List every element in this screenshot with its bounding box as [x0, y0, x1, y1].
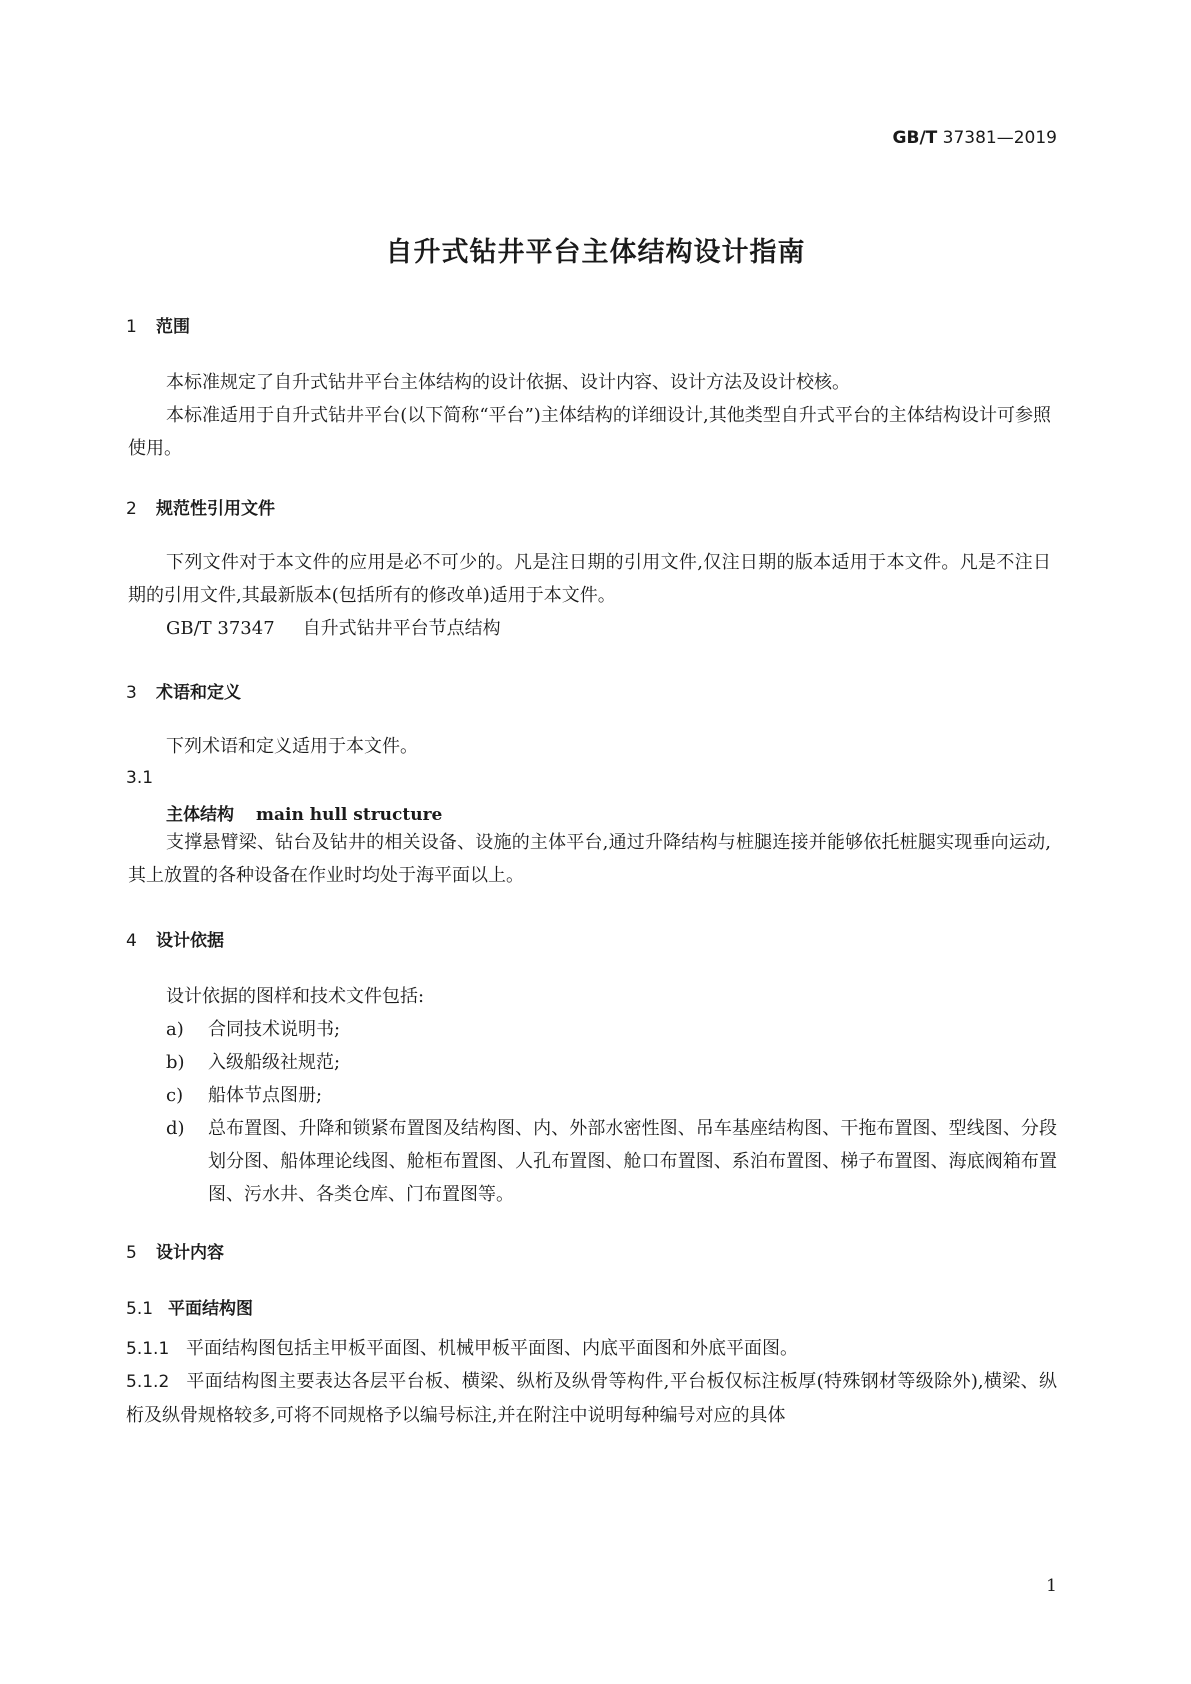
- subsection-5-1-number: 5.1: [126, 1299, 154, 1319]
- reference-code: GB/T 37347: [166, 618, 275, 639]
- section-2-heading: [126, 494, 275, 519]
- page-number: 1: [1046, 1576, 1057, 1596]
- section-3-title: 术语和定义: [156, 683, 241, 703]
- subsection-5-1-title: 平面结构图: [168, 1299, 253, 1319]
- clause-5-1-2: [126, 1365, 1057, 1432]
- list-marker: b): [166, 1052, 185, 1073]
- list-item-text: 入级船级社规范;: [208, 1052, 341, 1073]
- term-entry: [166, 800, 442, 825]
- section-3-heading: [126, 678, 241, 703]
- term-number: 3.1: [126, 768, 154, 788]
- section-5-number: 5: [126, 1243, 137, 1263]
- document-title: 自升式钻井平台主体结构设计指南: [385, 237, 806, 268]
- term-english: main hull structure: [256, 805, 443, 825]
- term-definition: 支撑悬臂梁、钻台及钻井的相关设备、设施的主体平台,通过升降结构与桩腿连接并能够依托桩腿实现垂向运动,其上放置的各种设备在作业时均处于海平面以上。: [128, 832, 1051, 886]
- section-1-heading: [126, 312, 190, 337]
- clause-5-1-1-number: 5.1.1: [126, 1339, 170, 1359]
- list-item: [166, 1046, 1048, 1079]
- normative-reference: [166, 612, 501, 645]
- section-3-number: 3: [126, 683, 137, 703]
- clause-5-1-1: [126, 1332, 798, 1366]
- list-item: [166, 1112, 1057, 1211]
- standard-code-prefix: GB/T: [892, 128, 938, 148]
- list-marker: d): [166, 1118, 185, 1139]
- standard-code-number: 37381—2019: [942, 128, 1057, 148]
- list-item: [166, 1079, 1048, 1112]
- section-4-intro: 设计依据的图样和技术文件包括:: [166, 986, 425, 1007]
- list-item-text: 船体节点图册;: [208, 1085, 323, 1106]
- section-4-title: 设计依据: [156, 931, 224, 951]
- list-marker: c): [166, 1085, 184, 1106]
- section-4-heading: [126, 926, 224, 951]
- section-1-paragraph-1: 本标准规定了自升式钻井平台主体结构的设计依据、设计内容、设计方法及设计校核。: [166, 372, 850, 393]
- section-5-title: 设计内容: [156, 1243, 224, 1263]
- clause-5-1-1-text: 平面结构图包括主甲板平面图、机械甲板平面图、内底平面图和外底平面图。: [186, 1338, 798, 1359]
- list-marker: a): [166, 1019, 184, 1040]
- section-2-paragraph-1: 下列文件对于本文件的应用是必不可少的。凡是注日期的引用文件,仅注日期的版本适用于本文件。凡是不注日期的引用文件,其最新版本(包括所有的修改单)适用于本文件。: [128, 552, 1051, 606]
- clause-5-1-2-text: 平面结构图主要表达各层平台板、横梁、纵桁及纵骨等构件,平台板仅标注板厚(特殊钢材等级除外),横梁、纵桁及纵骨规格较多,可将不同规格予以编号标注,并在附注中说明每种编号对应的具体: [126, 1371, 1057, 1426]
- list-item-text: 合同技术说明书;: [208, 1019, 341, 1040]
- section-3-paragraph-1: 下列术语和定义适用于本文件。: [166, 736, 418, 757]
- list-item: [166, 1013, 1048, 1046]
- list-item-text: 总布置图、升降和锁紧布置图及结构图、内、外部水密性图、吊车基座结构图、干拖布置图、型线图、分段划分图、船体理论线图、舱柜布置图、人孔布置图、舱口布置图、系泊布置图、梯子布置图、海底阀箱布置图、污水井、各类仓库、门布置图等。: [208, 1118, 1057, 1205]
- section-2-number: 2: [126, 499, 137, 519]
- clause-5-1-2-number: 5.1.2: [126, 1372, 170, 1392]
- section-1-title: 范围: [156, 317, 190, 337]
- section-1-paragraph-2: 本标准适用于自升式钻井平台(以下简称“平台”)主体结构的详细设计,其他类型自升式平台的主体结构设计可参照使用。: [128, 405, 1051, 459]
- reference-title: 自升式钻井平台节点结构: [302, 618, 501, 639]
- section-4-number: 4: [126, 931, 137, 951]
- subsection-5-1-heading: [126, 1294, 253, 1319]
- term-chinese: 主体结构: [166, 805, 234, 825]
- section-5-heading: [126, 1238, 224, 1263]
- section-1-number: 1: [126, 317, 137, 337]
- standard-code: [893, 128, 1057, 148]
- section-2-title: 规范性引用文件: [156, 499, 275, 519]
